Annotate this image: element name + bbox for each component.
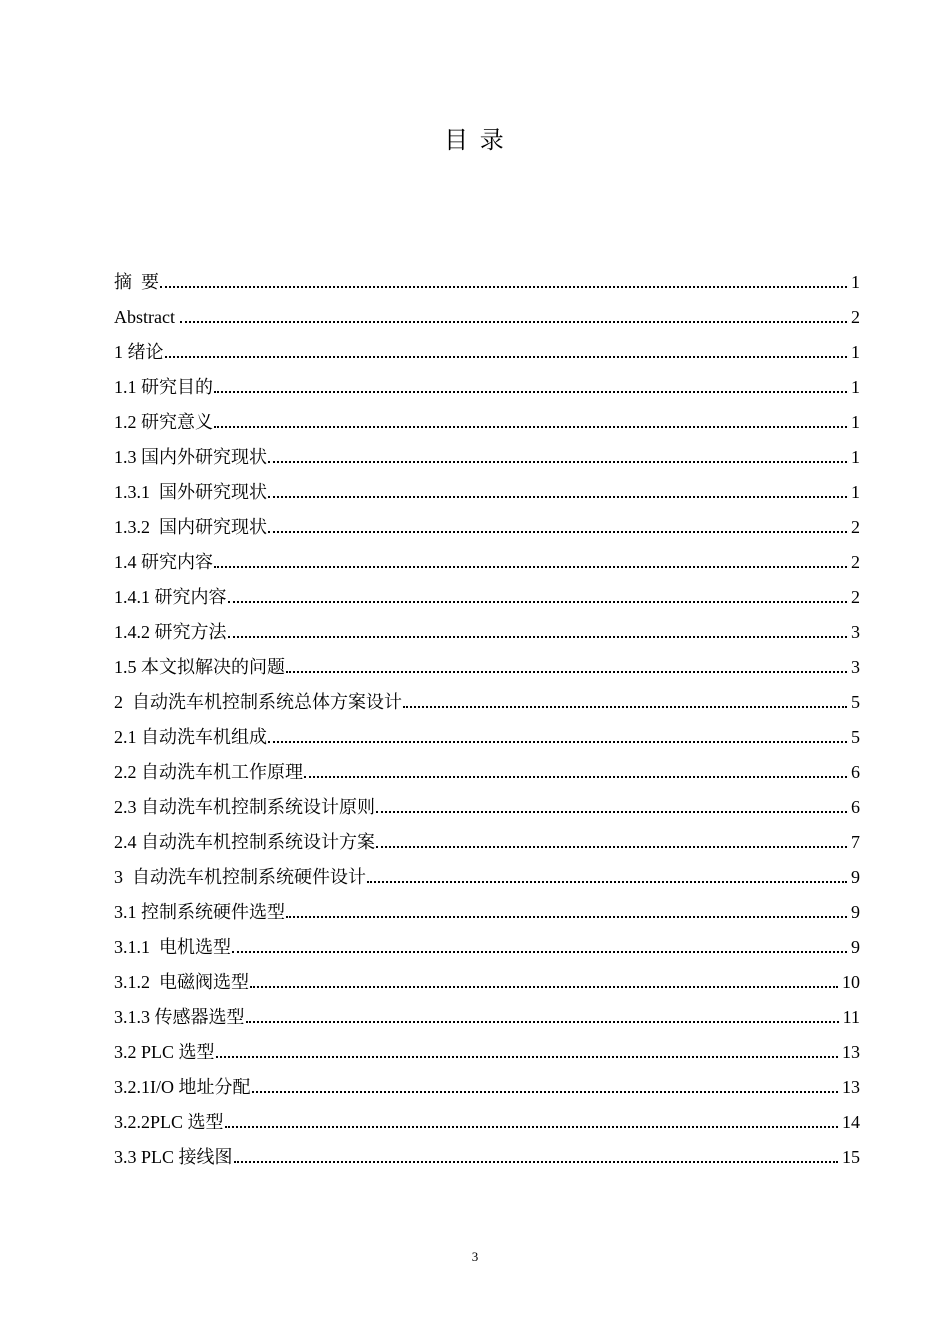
toc-entry-page: 1 xyxy=(851,272,860,292)
toc-entry-label: 2.1 自动洗车机组成 xyxy=(114,727,267,747)
dot-leader xyxy=(286,916,847,918)
toc-entry[interactable] xyxy=(114,748,860,783)
dot-leader xyxy=(250,986,838,988)
toc-entry[interactable] xyxy=(114,853,860,888)
toc-entry[interactable] xyxy=(114,1098,860,1133)
dot-leader xyxy=(268,496,847,498)
toc-entry[interactable] xyxy=(114,783,860,818)
toc-entry[interactable] xyxy=(114,538,860,573)
dot-leader xyxy=(246,1021,839,1023)
dot-leader xyxy=(286,671,847,673)
toc-entry-page: 13 xyxy=(842,1042,860,1062)
toc-entry[interactable] xyxy=(114,398,860,433)
toc-entry-label: 1 绪论 xyxy=(114,342,164,362)
dot-leader xyxy=(376,846,847,848)
toc-entry-page: 7 xyxy=(851,832,860,852)
toc-entry-label: 3.1.2 电磁阀选型 xyxy=(114,972,249,992)
toc-entry[interactable] xyxy=(114,433,860,468)
toc-entry-label: 1.2 研究意义 xyxy=(114,412,213,432)
toc-entry-page: 15 xyxy=(842,1147,860,1167)
dot-leader xyxy=(304,776,847,778)
toc-entry-label: 3.3 PLC 接线图 xyxy=(114,1147,233,1167)
toc-entry[interactable] xyxy=(114,1133,860,1168)
toc-entry[interactable] xyxy=(114,678,860,713)
toc-entry-label: 1.4.1 研究内容 xyxy=(114,587,227,607)
toc-entry[interactable] xyxy=(114,713,860,748)
dot-leader xyxy=(214,391,847,393)
toc-entry-page: 11 xyxy=(842,1007,860,1027)
toc-entry-page: 2 xyxy=(851,307,860,327)
toc-entry-label: 3.2.2PLC 选型 xyxy=(114,1112,224,1132)
toc-entry[interactable] xyxy=(114,923,860,958)
toc-entry-page: 1 xyxy=(851,342,860,362)
dot-leader xyxy=(180,321,847,323)
toc-entry[interactable] xyxy=(114,1028,860,1063)
dot-leader xyxy=(165,356,848,358)
toc-entry-page: 2 xyxy=(851,552,860,572)
toc-entry-label: 2 自动洗车机控制系统总体方案设计 xyxy=(114,692,402,712)
toc-entry[interactable] xyxy=(114,258,860,293)
page-title: 目 录 xyxy=(444,126,506,154)
toc-entry-page: 1 xyxy=(851,377,860,397)
dot-leader xyxy=(160,286,847,288)
toc-entry[interactable] xyxy=(114,818,860,853)
dot-leader xyxy=(234,1161,838,1163)
toc-entry[interactable] xyxy=(114,993,860,1028)
toc-entry[interactable] xyxy=(114,573,860,608)
toc-entry[interactable] xyxy=(114,293,860,328)
toc-entry-label: 1.5 本文拟解决的问题 xyxy=(114,657,285,677)
toc-entry-page: 1 xyxy=(851,482,860,502)
toc-entry-label: 3 自动洗车机控制系统硬件设计 xyxy=(114,867,366,887)
toc-entry[interactable] xyxy=(114,328,860,363)
toc-entry-page: 5 xyxy=(851,727,860,747)
table-of-contents xyxy=(114,258,860,1168)
toc-entry-label: 2.2 自动洗车机工作原理 xyxy=(114,762,303,782)
toc-entry-page: 6 xyxy=(851,762,860,782)
toc-entry-label: 1.1 研究目的 xyxy=(114,377,213,397)
toc-entry-label: 3.2.1I/O 地址分配 xyxy=(114,1077,251,1097)
toc-entry[interactable] xyxy=(114,1063,860,1098)
toc-entry-label: 摘 要 xyxy=(114,272,159,292)
toc-entry-label: 1.3.2 国内研究现状 xyxy=(114,517,267,537)
toc-entry[interactable] xyxy=(114,468,860,503)
dot-leader xyxy=(376,811,847,813)
dot-leader xyxy=(228,601,848,603)
toc-entry-label: 2.3 自动洗车机控制系统设计原则 xyxy=(114,797,375,817)
toc-entry-page: 1 xyxy=(851,447,860,467)
dot-leader xyxy=(228,636,848,638)
dot-leader xyxy=(403,706,847,708)
toc-entry-label: 2.4 自动洗车机控制系统设计方案 xyxy=(114,832,375,852)
toc-entry-label: 1.4.2 研究方法 xyxy=(114,622,227,642)
toc-entry[interactable] xyxy=(114,608,860,643)
toc-entry-page: 14 xyxy=(842,1112,860,1132)
dot-leader xyxy=(268,531,847,533)
toc-entry-page: 13 xyxy=(842,1077,860,1097)
dot-leader xyxy=(232,951,847,953)
toc-entry[interactable] xyxy=(114,503,860,538)
toc-entry-page: 3 xyxy=(851,657,860,677)
dot-leader xyxy=(268,461,847,463)
toc-entry-label: 3.1 控制系统硬件选型 xyxy=(114,902,285,922)
toc-entry-label: 3.1.3 传感器选型 xyxy=(114,1007,245,1027)
toc-entry[interactable] xyxy=(114,958,860,993)
dot-leader xyxy=(225,1126,838,1128)
toc-entry-label: 1.4 研究内容 xyxy=(114,552,213,572)
toc-entry-label: Abstract xyxy=(114,307,180,327)
toc-entry[interactable] xyxy=(114,363,860,398)
toc-entry[interactable] xyxy=(114,888,860,923)
toc-entry-page: 9 xyxy=(851,867,860,887)
dot-leader xyxy=(216,1056,838,1058)
page-number: 3 xyxy=(471,1249,479,1264)
toc-entry-label: 3.2 PLC 选型 xyxy=(114,1042,215,1062)
toc-entry-page: 9 xyxy=(851,937,860,957)
toc-entry-page: 9 xyxy=(851,902,860,922)
toc-entry-page: 6 xyxy=(851,797,860,817)
dot-leader xyxy=(268,741,847,743)
toc-entry-page: 3 xyxy=(851,622,860,642)
dot-leader xyxy=(214,566,847,568)
toc-entry-page: 2 xyxy=(851,517,860,537)
toc-entry-label: 1.3.1 国外研究现状 xyxy=(114,482,267,502)
toc-entry[interactable] xyxy=(114,643,860,678)
toc-entry-label: 1.3 国内外研究现状 xyxy=(114,447,267,467)
dot-leader xyxy=(252,1091,839,1093)
toc-entry-page: 10 xyxy=(842,972,860,992)
toc-entry-page: 2 xyxy=(851,587,860,607)
toc-entry-page: 5 xyxy=(851,692,860,712)
dot-leader xyxy=(214,426,847,428)
dot-leader xyxy=(367,881,847,883)
toc-entry-label: 3.1.1 电机选型 xyxy=(114,937,231,957)
toc-entry-page: 1 xyxy=(851,412,860,432)
